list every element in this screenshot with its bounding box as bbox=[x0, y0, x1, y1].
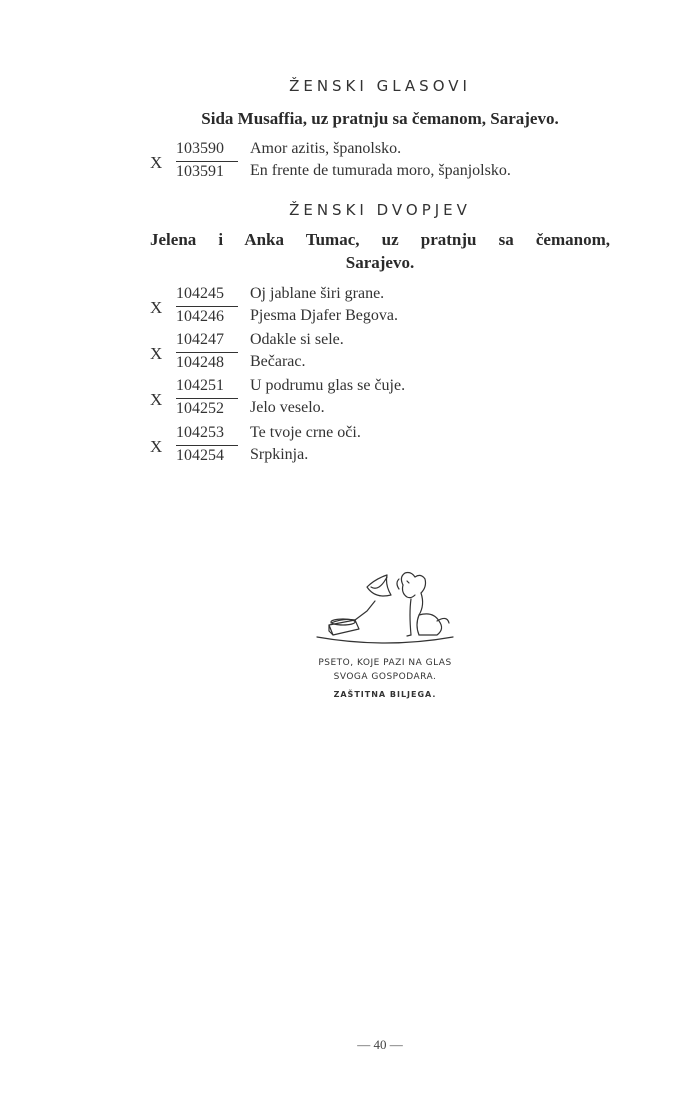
dog-gramophone-icon bbox=[315, 565, 455, 655]
record-mark: X bbox=[150, 153, 163, 172]
record-number: 104253 bbox=[176, 424, 224, 441]
section-heading-female-voices: ŽENSKI GLASOVI bbox=[289, 77, 471, 95]
song-title: Bečarac. bbox=[250, 353, 306, 370]
record-number: 104247 bbox=[176, 331, 224, 348]
record-mark: X bbox=[150, 298, 163, 317]
record-pair bbox=[150, 424, 610, 474]
song-title: Amor azitis, španolsko. bbox=[250, 140, 402, 157]
section-heading-female-duet: ŽENSKI DVOPJEV bbox=[289, 201, 471, 219]
record-number: 104251 bbox=[176, 377, 224, 394]
record-number: 104245 bbox=[176, 285, 224, 302]
record-mark: X bbox=[150, 390, 163, 409]
logo-caption-line2: SVOGA GOSPODARA. bbox=[333, 672, 437, 682]
logo-caption-line1: PSETO, KOJE PAZI NA GLAS bbox=[318, 658, 452, 668]
song-title: En frente de tumurada moro, španjolsko. bbox=[250, 162, 511, 179]
song-title: Oj jablane širi grane. bbox=[250, 285, 385, 302]
song-title: Odakle si sele. bbox=[250, 331, 344, 348]
record-number: 104254 bbox=[176, 445, 238, 465]
record-mark: X bbox=[150, 437, 163, 456]
record-number: 104246 bbox=[176, 306, 238, 326]
song-title: U podrumu glas se čuje. bbox=[250, 377, 406, 394]
song-title: Te tvoje crne oči. bbox=[250, 424, 361, 441]
artist-line-city: Sarajevo. bbox=[345, 253, 415, 272]
record-mark: X bbox=[150, 344, 163, 363]
song-title: Srpkinja. bbox=[250, 446, 309, 463]
artist-line-sida-musaffia: Sida Musaffia, uz pratnju sa čemanom, Sarajevo. bbox=[201, 109, 559, 128]
record-number: 103590 bbox=[176, 140, 224, 157]
record-pair bbox=[150, 331, 610, 381]
record-number: 104252 bbox=[176, 398, 238, 418]
record-pair bbox=[150, 285, 610, 335]
record-pair bbox=[150, 377, 610, 427]
record-pair bbox=[150, 140, 610, 190]
record-number: 104248 bbox=[176, 352, 238, 372]
artist-line-jelena-anka-tumac: Jelena i Anka Tumac, uz pratnju sa čemanom, bbox=[150, 230, 610, 249]
record-number: 103591 bbox=[176, 161, 238, 181]
song-title: Pjesma Djafer Begova. bbox=[250, 307, 398, 324]
page-number: — 40 — bbox=[357, 1037, 403, 1052]
trademark-label: ZAŠTITNA BILJEGA. bbox=[333, 690, 437, 699]
song-title: Jelo veselo. bbox=[250, 399, 325, 416]
